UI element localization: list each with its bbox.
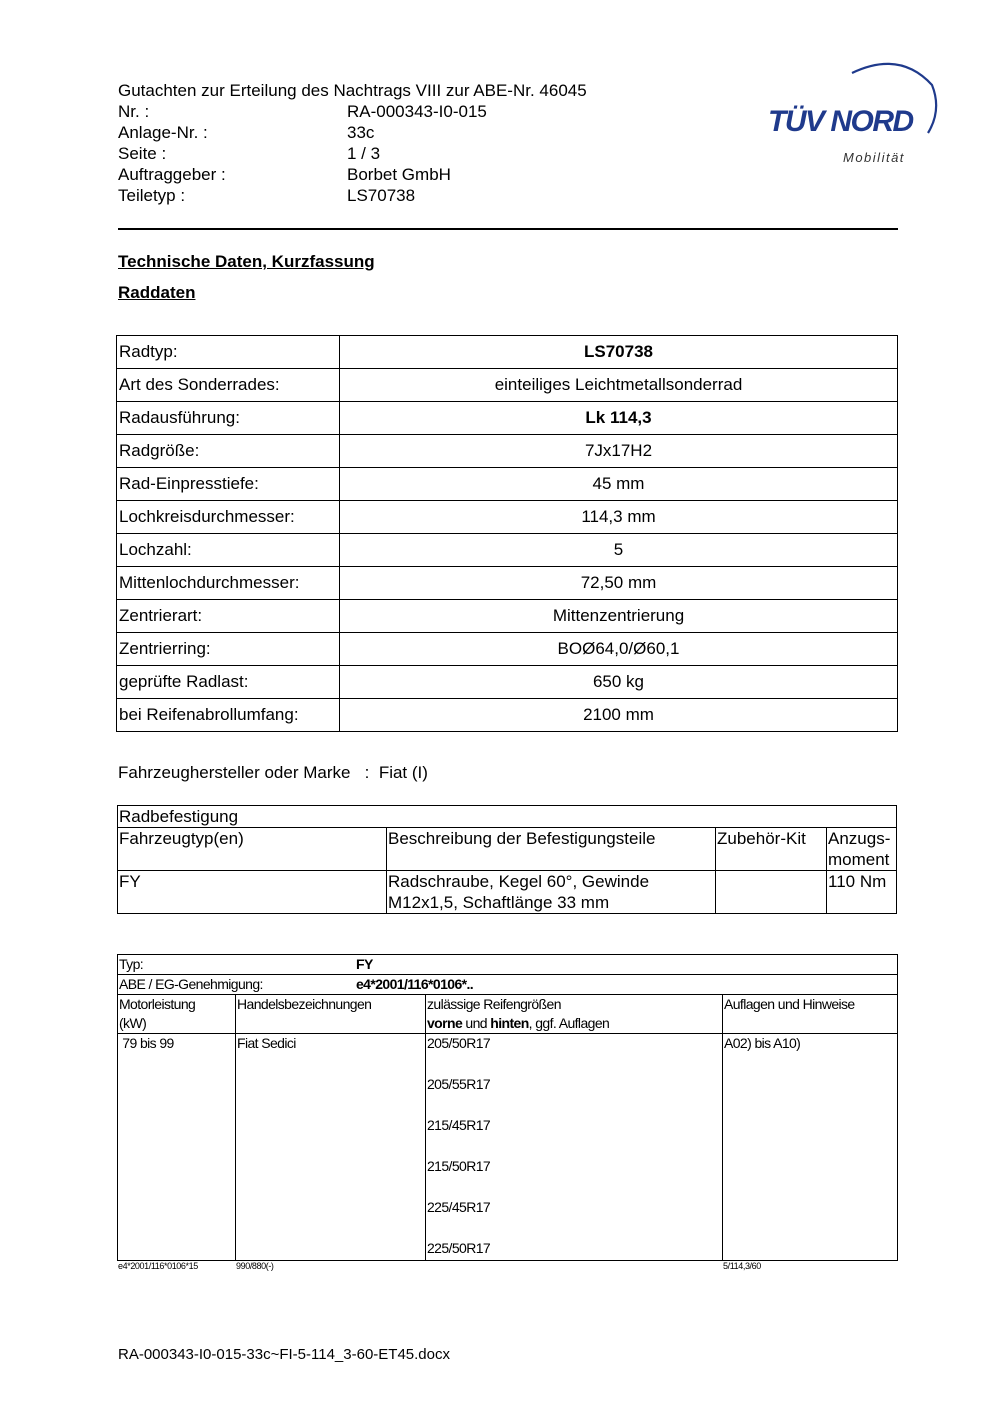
logo-wordmark: TÜV NORD [768, 105, 913, 138]
wheel-data-row [117, 468, 898, 501]
section-heading-wheel: Raddaten [118, 283, 196, 302]
header-field-teiletyp: Teiletyp : LS70738 [118, 186, 416, 205]
section-heading-tech: Technische Daten, Kurzfassung [118, 252, 375, 271]
wheel-data-row [117, 402, 898, 435]
document-title: Gutachten zur Erteilung des Nachtrags VIII zur ABE-Nr. 46045 [118, 81, 587, 100]
vehicle-abe-row: ABE / EG-Genehmigung: e4*2001/116*0106*.. [118, 975, 898, 995]
wheel-data-label: Rad-Einpresstiefe: [117, 468, 340, 501]
attachment-header-kit: Zubehör-Kit [716, 828, 827, 871]
tyre-size: 215/50R17 [427, 1158, 491, 1174]
footnote-approval: e4*2001/116*0106*15 [118, 1261, 198, 1271]
attachment-title: Radbefestigung [118, 806, 897, 828]
wheel-data-label: Radgröße: [117, 435, 340, 468]
attachment-header-type: Fahrzeugtyp(en) [118, 828, 387, 871]
wheel-data-label: Lochzahl: [117, 534, 340, 567]
tyre-size: 215/45R17 [427, 1117, 491, 1133]
wheel-data-value: 114,3 mm [340, 501, 898, 534]
wheel-data-row [117, 501, 898, 534]
vehicle-header-names: Handelsbezeichnungen [236, 995, 426, 1034]
vehicle-header-notes: Auflagen und Hinweise [723, 995, 898, 1034]
footnote-bolt-pattern: 5/114,3/60 [723, 1261, 761, 1271]
wheel-data-table [116, 335, 898, 732]
header-field-anlage: Anlage-Nr. : 33c [118, 123, 375, 142]
wheel-data-value: LS70738 [340, 336, 898, 369]
wheel-data-label: Radausführung: [117, 402, 340, 435]
wheel-data-value: 2100 mm [340, 699, 898, 732]
wheel-data-label: Zentrierring: [117, 633, 340, 666]
wheel-data-value: 7Jx17H2 [340, 435, 898, 468]
header-field-auftraggeber: Auftraggeber : Borbet GmbH [118, 165, 451, 184]
header-divider [118, 228, 898, 230]
wheel-data-label: geprüfte Radlast: [117, 666, 340, 699]
header-field-nr: Nr. : RA-000343-I0-015 [118, 102, 487, 121]
wheel-data-row [117, 534, 898, 567]
wheel-data-row [117, 567, 898, 600]
wheel-data-label: Lochkreisdurchmesser: [117, 501, 340, 534]
vehicle-cell-notes: A02) bis A10) [723, 1034, 898, 1261]
attachment-cell-type: FY [118, 871, 387, 914]
wheel-data-row [117, 633, 898, 666]
document-filename: RA-000343-I0-015-33c~FI-5-114_3-60-ET45.docx [118, 1346, 450, 1363]
wheel-data-value: Mittenzentrierung [340, 600, 898, 633]
attachment-header-desc: Beschreibung der Befestigungsteile [387, 828, 716, 871]
wheel-data-row [117, 336, 898, 369]
attachment-cell-kit [716, 871, 827, 914]
vehicle-typ-row: Typ: FY [118, 955, 898, 975]
logo-subtitle: Mobilität [843, 150, 905, 165]
wheel-data-value: Lk 114,3 [340, 402, 898, 435]
wheel-data-label: Zentrierart: [117, 600, 340, 633]
vehicle-cell-tyres [426, 1034, 723, 1261]
attachment-header-moment: Anzugs- moment [827, 828, 897, 871]
wheel-data-row [117, 435, 898, 468]
header-field-seite: Seite : 1 / 3 [118, 144, 381, 163]
wheel-data-row [117, 699, 898, 732]
wheel-data-label: Art des Sonderrades: [117, 369, 340, 402]
wheel-data-value: 650 kg [340, 666, 898, 699]
footnote-mass: 990/880(-) [236, 1261, 274, 1271]
wheel-data-value: 72,50 mm [340, 567, 898, 600]
attachment-cell-desc: Radschraube, Kegel 60°, Gewinde M12x1,5, Schaftlänge 33 mm [387, 871, 716, 914]
vehicle-maker-line: Fahrzeughersteller oder Marke : Fiat (I) [118, 763, 428, 782]
wheel-data-value: 45 mm [340, 468, 898, 501]
vehicle-cell-name: Fiat Sedici [236, 1034, 426, 1261]
wheel-data-row [117, 600, 898, 633]
wheel-attachment-table [117, 805, 897, 914]
tuev-nord-logo [760, 55, 940, 175]
wheel-data-value: BOØ64,0/Ø60,1 [340, 633, 898, 666]
wheel-data-value: einteiliges Leichtmetallsonderrad [340, 369, 898, 402]
attachment-cell-moment: 110 Nm [827, 871, 897, 914]
wheel-data-label: bei Reifenabrollumfang: [117, 699, 340, 732]
wheel-data-label: Radtyp: [117, 336, 340, 369]
vehicle-header-power: Motorleistung (kW) [118, 995, 236, 1034]
tyre-size: 225/50R17 [427, 1240, 491, 1256]
document-header [118, 80, 587, 206]
wheel-data-label: Mittenlochdurchmesser: [117, 567, 340, 600]
wheel-data-row [117, 666, 898, 699]
tyre-size: 205/50R17 [427, 1035, 491, 1051]
vehicle-type-table [117, 954, 898, 1261]
wheel-data-value: 5 [340, 534, 898, 567]
tyre-size: 225/45R17 [427, 1199, 491, 1215]
wheel-data-row [117, 369, 898, 402]
vehicle-cell-power: 79 bis 99 [118, 1034, 236, 1261]
tyre-size: 205/55R17 [427, 1076, 491, 1092]
vehicle-header-tyres: zulässige Reifengrößen vorne und hinten, ggf. Auflagen [426, 995, 723, 1034]
